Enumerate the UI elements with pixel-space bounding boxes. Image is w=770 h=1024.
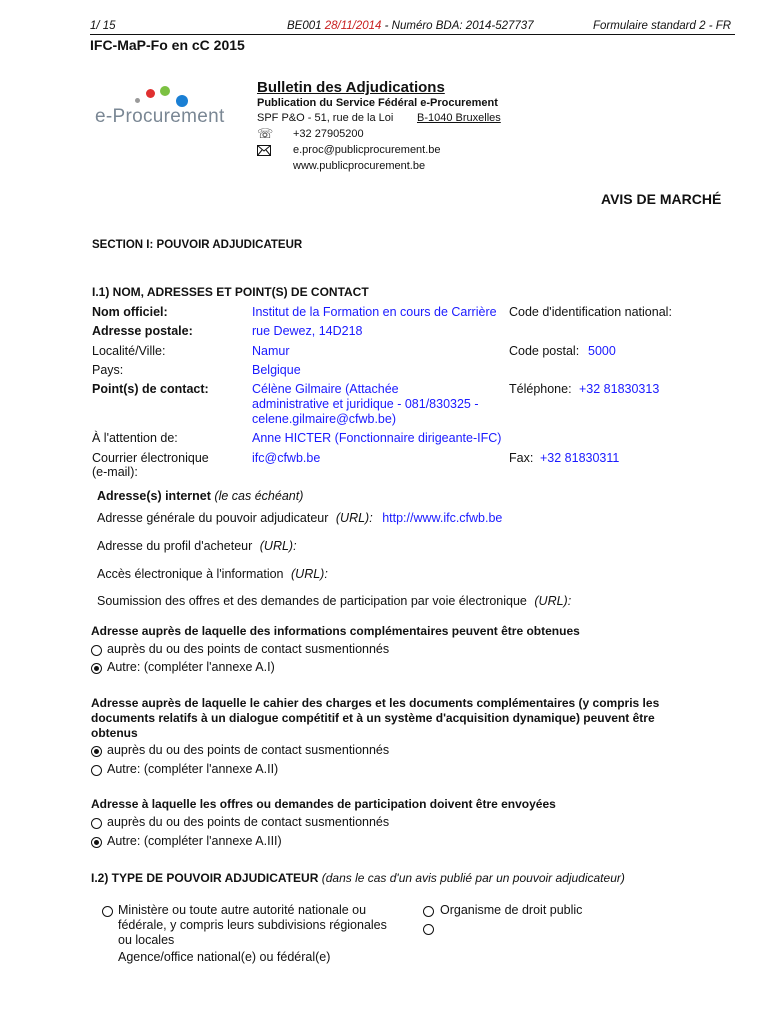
docs-address-title-line-1: Adresse auprès de laquelle le cahier des charges et les documents complémentaires (y compris les <box>91 696 660 710</box>
official-name-label: Nom officiel: <box>92 305 168 319</box>
bulletin-website[interactable]: www.publicprocurement.be <box>293 160 426 172</box>
postal-address-value: rue Dewez, 14D218 <box>252 324 363 338</box>
postcode-label: Code postal: <box>509 344 580 358</box>
ministry-line-1: Ministère ou toute autre autorité nationale ou <box>118 903 367 917</box>
fax-label: Fax: <box>509 451 534 465</box>
document-code: IFC-MaP-Fo en cC 2015 <box>90 37 245 53</box>
eprocurement-logo <box>95 84 225 130</box>
offers-address-option-other[interactable] <box>91 837 102 848</box>
general-address-row <box>97 511 502 525</box>
city-label: Localité/Ville: <box>92 344 166 358</box>
general-address-url[interactable]: http://www.ifc.cfwb.be <box>382 511 503 525</box>
postcode-value: 5000 <box>588 344 616 358</box>
info-address-option-contact[interactable] <box>91 645 102 656</box>
notice-title: AVIS DE MARCHÉ <box>601 191 722 207</box>
url-tag: (URL): <box>335 511 373 525</box>
bulletin-phone: +32 27905200 <box>293 128 364 140</box>
national-id-label: Code d'identification national: <box>509 305 672 319</box>
phone-value: +32 81830313 <box>579 382 660 396</box>
ministry-line-2: fédérale, y compris leurs subdivisions régionales <box>118 918 387 932</box>
bda-number: - Numéro BDA: 2014-527737 <box>384 20 534 32</box>
official-name-value: Institut de la Formation en cours de Carrière <box>252 305 497 319</box>
country-value: Belgique <box>252 363 301 377</box>
city-value: Namur <box>252 344 290 358</box>
buyer-profile-row <box>97 539 297 553</box>
phone-label: Téléphone: <box>509 382 572 396</box>
contact-line-2: administrative et juridique - 081/830325 - <box>252 397 479 411</box>
attention-value: Anne HICTER (Fonctionnaire dirigeante-IFC) <box>252 431 502 445</box>
authority-type-ministry-radio[interactable] <box>102 906 113 917</box>
buyer-profile-label: Adresse du profil d'acheteur <box>97 539 253 553</box>
attention-label: À l'attention de: <box>92 431 178 445</box>
electronic-access-row <box>97 567 328 581</box>
fax-value: +32 81830311 <box>540 451 620 465</box>
reference-line <box>287 20 534 32</box>
ministry-line-3: ou locales <box>118 933 175 947</box>
url-tag: (URL): <box>534 594 572 608</box>
authority-type-public-body-radio[interactable] <box>423 906 434 917</box>
section-title: SECTION I: POUVOIR ADJUDICATEUR <box>92 239 303 251</box>
agency-label: Agence/office national(e) ou fédéral(e) <box>118 950 331 964</box>
offers-address-option-other-label: Autre: (compléter l'annexe A.III) <box>107 834 282 848</box>
authority-type-extra-radio[interactable] <box>423 924 434 935</box>
internet-heading <box>97 489 303 503</box>
docs-address-option-contact[interactable] <box>91 746 102 757</box>
url-tag: (URL): <box>259 539 297 553</box>
authority-type-public-body-label: Organisme de droit public <box>440 903 583 917</box>
phone-icon: ☏ <box>257 126 274 141</box>
email-value[interactable]: ifc@cfwb.be <box>252 451 321 465</box>
subsection-title-i1: I.1) NOM, ADRESSES ET POINT(S) DE CONTACT <box>92 285 369 299</box>
ref-prefix: BE001 <box>287 20 322 32</box>
docs-address-title-line-2: documents relatifs à un dialogue compétitif et à un système d'acquisition dynamique) peuvent être <box>91 711 655 725</box>
docs-address-title-line-3: obtenus <box>91 726 138 740</box>
offers-address-option-contact[interactable] <box>91 818 102 829</box>
bulletin-publisher: Publication du Service Fédéral e-Procurement <box>257 97 498 109</box>
electronic-submission-label: Soumission des offres et des demandes de participation par voie électronique <box>97 594 527 608</box>
docs-address-option-other-label: Autre: (compléter l'annexe A.II) <box>107 762 279 776</box>
bulletin-email[interactable]: e.proc@publicprocurement.be <box>293 144 441 156</box>
docs-address-option-contact-label: auprès du ou des points de contact susmentionnés <box>107 743 390 757</box>
header-divider <box>90 34 735 35</box>
authority-type-ministry-label <box>118 903 387 948</box>
offers-address-option-contact-label: auprès du ou des points de contact susmentionnés <box>107 815 390 829</box>
docs-address-option-other[interactable] <box>91 765 102 776</box>
postal-address-label: Adresse postale: <box>92 324 193 338</box>
offers-address-title: Adresse à laquelle les offres ou demandes de participation doivent être envoyées <box>91 797 556 811</box>
info-address-option-other-label: Autre: (compléter l'annexe A.I) <box>107 660 275 674</box>
logo-text: e-Procurement <box>95 106 225 127</box>
info-address-title: Adresse auprès de laquelle des informations complémentaires peuvent être obtenues <box>91 624 580 638</box>
contact-line-1: Célène Gilmaire (Attachée <box>252 382 399 396</box>
contact-label: Point(s) de contact: <box>92 382 209 396</box>
logo-dots-icon <box>95 84 225 106</box>
subsection-title-i2: I.2) TYPE DE POUVOIR ADJUDICATEUR <box>91 871 319 885</box>
electronic-submission-row <box>97 594 571 608</box>
bulletin-address: SPF P&O - 51, rue de la Loi <box>257 112 394 124</box>
email-label-line-1: Courrier électronique <box>92 451 209 465</box>
form-type: Formulaire standard 2 - FR <box>593 20 732 32</box>
bulletin-title: Bulletin des Adjudications <box>257 79 445 96</box>
internet-title: Adresse(s) internet <box>97 489 211 503</box>
info-address-option-contact-label: auprès du ou des points de contact susmentionnés <box>107 642 390 656</box>
email-label-line-2: (e-mail): <box>92 465 138 479</box>
bulletin-postal: B-1040 Bruxelles <box>417 112 501 124</box>
page-number: 1/ 15 <box>90 20 116 32</box>
url-tag: (URL): <box>291 567 328 581</box>
internet-note: (le cas échéant) <box>214 489 304 503</box>
electronic-access-label: Accès électronique à l'information <box>97 567 284 581</box>
envelope-icon <box>257 145 271 159</box>
info-address-option-other[interactable] <box>91 663 102 674</box>
subsection-note-i2: (dans le cas d'un avis publié par un pouvoir adjudicateur) <box>321 871 625 885</box>
contact-line-3: celene.gilmaire@cfwb.be) <box>252 412 397 426</box>
publication-date: 28/11/2014 <box>324 20 382 32</box>
country-label: Pays: <box>92 363 124 377</box>
subsection-title-i2-row <box>91 871 625 885</box>
general-address-label: Adresse générale du pouvoir adjudicateur <box>97 511 329 525</box>
